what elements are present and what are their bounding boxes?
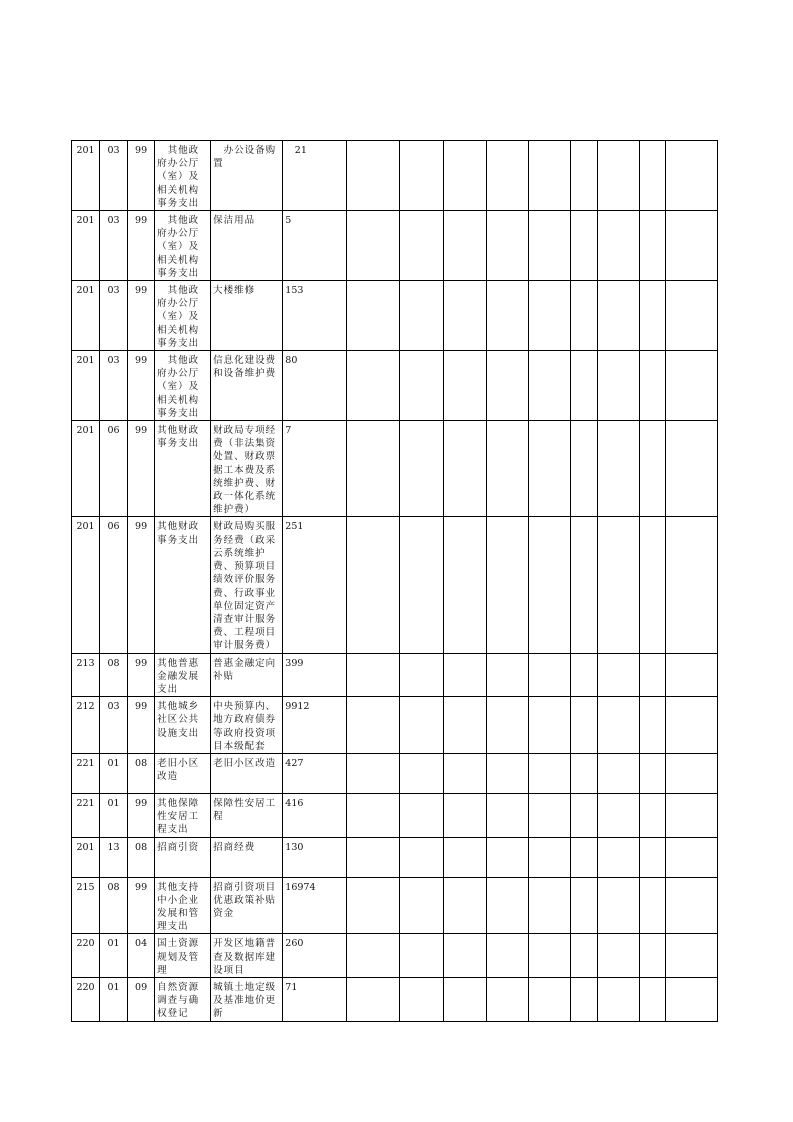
- empty-cell: [528, 697, 570, 754]
- empty-cell: [570, 697, 597, 754]
- class-code-cell: 201: [72, 141, 100, 211]
- item-code-cell: 08: [128, 837, 155, 877]
- empty-cell: [665, 351, 717, 421]
- class-code-cell: 213: [72, 653, 100, 697]
- empty-cell: [400, 837, 443, 877]
- table-row: [72, 653, 718, 697]
- amount-cell: 153: [283, 281, 347, 351]
- subject-cell: 招商引资: [155, 837, 211, 877]
- empty-cell: [400, 934, 443, 978]
- empty-cell: [639, 934, 665, 978]
- empty-cell: [528, 793, 570, 837]
- empty-cell: [665, 697, 717, 754]
- empty-cell: [597, 977, 639, 1021]
- class-code-cell: 201: [72, 211, 100, 281]
- empty-cell: [486, 837, 528, 877]
- subject-cell: 自然资源调查与确权登记: [155, 977, 211, 1021]
- empty-cell: [347, 211, 400, 281]
- empty-cell: [665, 281, 717, 351]
- budget-table: [71, 140, 718, 1022]
- empty-cell: [528, 837, 570, 877]
- empty-cell: [639, 211, 665, 281]
- kind-code-cell: 03: [100, 697, 128, 754]
- empty-cell: [443, 877, 486, 934]
- empty-cell: [597, 837, 639, 877]
- empty-cell: [665, 793, 717, 837]
- empty-cell: [665, 877, 717, 934]
- empty-cell: [400, 877, 443, 934]
- amount-cell: 21: [283, 141, 347, 211]
- class-code-cell: 220: [72, 934, 100, 978]
- class-code-cell: 221: [72, 793, 100, 837]
- class-code-cell: 201: [72, 517, 100, 653]
- empty-cell: [528, 211, 570, 281]
- project-cell: 开发区地籍普查及数据库建设项目: [211, 934, 283, 978]
- empty-cell: [570, 653, 597, 697]
- empty-cell: [486, 211, 528, 281]
- project-cell: 老旧小区改造: [211, 753, 283, 793]
- empty-cell: [528, 517, 570, 653]
- empty-cell: [486, 697, 528, 754]
- table-row: [72, 877, 718, 934]
- subject-cell: 其他普惠金融发展支出: [155, 653, 211, 697]
- empty-cell: [400, 977, 443, 1021]
- empty-cell: [665, 421, 717, 517]
- item-code-cell: 99: [128, 351, 155, 421]
- amount-cell: 251: [283, 517, 347, 653]
- empty-cell: [570, 977, 597, 1021]
- empty-cell: [639, 281, 665, 351]
- empty-cell: [347, 793, 400, 837]
- amount-cell: 260: [283, 934, 347, 978]
- empty-cell: [597, 211, 639, 281]
- item-code-cell: 09: [128, 977, 155, 1021]
- subject-cell: 其他政府办公厅（室）及相关机构事务支出: [155, 351, 211, 421]
- empty-cell: [570, 351, 597, 421]
- empty-cell: [443, 697, 486, 754]
- empty-cell: [443, 753, 486, 793]
- amount-cell: 416: [283, 793, 347, 837]
- empty-cell: [639, 793, 665, 837]
- amount-cell: 7: [283, 421, 347, 517]
- empty-cell: [597, 753, 639, 793]
- item-code-cell: 99: [128, 421, 155, 517]
- empty-cell: [347, 141, 400, 211]
- empty-cell: [639, 877, 665, 934]
- empty-cell: [665, 141, 717, 211]
- item-code-cell: 99: [128, 697, 155, 754]
- empty-cell: [639, 351, 665, 421]
- kind-code-cell: 01: [100, 793, 128, 837]
- subject-cell: 国土资源规划及管理: [155, 934, 211, 978]
- empty-cell: [597, 281, 639, 351]
- empty-cell: [639, 421, 665, 517]
- class-code-cell: 220: [72, 977, 100, 1021]
- empty-cell: [528, 934, 570, 978]
- empty-cell: [570, 281, 597, 351]
- empty-cell: [665, 837, 717, 877]
- empty-cell: [486, 421, 528, 517]
- project-cell: 财政局购买服务经费（政采云系统维护费、预算项目绩效评价服务费、行政事业单位固定资产清查审计服务费、工程项目审计服务费）: [211, 517, 283, 653]
- kind-code-cell: 03: [100, 211, 128, 281]
- item-code-cell: 99: [128, 517, 155, 653]
- subject-cell: 其他城乡社区公共设施支出: [155, 697, 211, 754]
- empty-cell: [597, 517, 639, 653]
- class-code-cell: 212: [72, 697, 100, 754]
- class-code-cell: 215: [72, 877, 100, 934]
- kind-code-cell: 03: [100, 351, 128, 421]
- empty-cell: [443, 653, 486, 697]
- empty-cell: [486, 351, 528, 421]
- empty-cell: [486, 977, 528, 1021]
- kind-code-cell: 01: [100, 753, 128, 793]
- empty-cell: [486, 793, 528, 837]
- project-cell: 城镇土地定级及基准地价更新: [211, 977, 283, 1021]
- empty-cell: [486, 934, 528, 978]
- item-code-cell: 99: [128, 653, 155, 697]
- empty-cell: [400, 653, 443, 697]
- empty-cell: [486, 281, 528, 351]
- table-row: [72, 281, 718, 351]
- table-row: [72, 421, 718, 517]
- empty-cell: [400, 753, 443, 793]
- kind-code-cell: 08: [100, 877, 128, 934]
- empty-cell: [597, 697, 639, 754]
- amount-cell: 9912: [283, 697, 347, 754]
- amount-cell: 5: [283, 211, 347, 281]
- kind-code-cell: 06: [100, 421, 128, 517]
- project-cell: 保洁用品: [211, 211, 283, 281]
- subject-cell: 其他支持中小企业发展和管理支出: [155, 877, 211, 934]
- empty-cell: [639, 837, 665, 877]
- subject-cell: 其他保障性安居工程支出: [155, 793, 211, 837]
- amount-cell: 71: [283, 977, 347, 1021]
- empty-cell: [570, 141, 597, 211]
- empty-cell: [528, 141, 570, 211]
- empty-cell: [528, 753, 570, 793]
- empty-cell: [528, 977, 570, 1021]
- empty-cell: [443, 793, 486, 837]
- empty-cell: [570, 837, 597, 877]
- item-code-cell: 99: [128, 141, 155, 211]
- item-code-cell: 99: [128, 877, 155, 934]
- table-row: [72, 141, 718, 211]
- class-code-cell: 201: [72, 837, 100, 877]
- item-code-cell: 04: [128, 934, 155, 978]
- empty-cell: [400, 517, 443, 653]
- empty-cell: [597, 934, 639, 978]
- project-cell: 招商引资项目优惠政策补贴资金: [211, 877, 283, 934]
- amount-cell: 399: [283, 653, 347, 697]
- empty-cell: [443, 351, 486, 421]
- empty-cell: [443, 517, 486, 653]
- empty-cell: [528, 877, 570, 934]
- empty-cell: [443, 141, 486, 211]
- empty-cell: [400, 793, 443, 837]
- empty-cell: [400, 351, 443, 421]
- kind-code-cell: 06: [100, 517, 128, 653]
- table-row: [72, 793, 718, 837]
- empty-cell: [347, 421, 400, 517]
- project-cell: 中央预算内、地方政府债券等政府投资项目本级配套: [211, 697, 283, 754]
- kind-code-cell: 03: [100, 281, 128, 351]
- empty-cell: [665, 977, 717, 1021]
- project-cell: 招商经费: [211, 837, 283, 877]
- kind-code-cell: 03: [100, 141, 128, 211]
- amount-cell: 130: [283, 837, 347, 877]
- empty-cell: [400, 421, 443, 517]
- table-row: [72, 934, 718, 978]
- subject-cell: 其他政府办公厅（室）及相关机构事务支出: [155, 141, 211, 211]
- class-code-cell: 201: [72, 281, 100, 351]
- empty-cell: [570, 753, 597, 793]
- amount-cell: 80: [283, 351, 347, 421]
- class-code-cell: 221: [72, 753, 100, 793]
- empty-cell: [347, 837, 400, 877]
- table-row: [72, 517, 718, 653]
- empty-cell: [528, 281, 570, 351]
- table-row: [72, 837, 718, 877]
- empty-cell: [570, 211, 597, 281]
- empty-cell: [597, 421, 639, 517]
- empty-cell: [443, 281, 486, 351]
- empty-cell: [570, 421, 597, 517]
- empty-cell: [443, 977, 486, 1021]
- empty-cell: [665, 517, 717, 653]
- empty-cell: [570, 793, 597, 837]
- empty-cell: [665, 211, 717, 281]
- project-cell: 保障性安居工程: [211, 793, 283, 837]
- empty-cell: [665, 753, 717, 793]
- empty-cell: [347, 653, 400, 697]
- empty-cell: [570, 877, 597, 934]
- empty-cell: [347, 697, 400, 754]
- empty-cell: [639, 977, 665, 1021]
- empty-cell: [570, 934, 597, 978]
- empty-cell: [570, 517, 597, 653]
- kind-code-cell: 13: [100, 837, 128, 877]
- empty-cell: [528, 653, 570, 697]
- empty-cell: [528, 421, 570, 517]
- project-cell: 办公设备购置: [211, 141, 283, 211]
- item-code-cell: 99: [128, 281, 155, 351]
- empty-cell: [639, 517, 665, 653]
- class-code-cell: 201: [72, 421, 100, 517]
- empty-cell: [443, 934, 486, 978]
- empty-cell: [639, 141, 665, 211]
- kind-code-cell: 01: [100, 977, 128, 1021]
- budget-table-body: [72, 141, 718, 1022]
- subject-cell: 其他财政事务支出: [155, 517, 211, 653]
- empty-cell: [486, 653, 528, 697]
- empty-cell: [347, 877, 400, 934]
- empty-cell: [400, 141, 443, 211]
- empty-cell: [486, 517, 528, 653]
- table-row: [72, 697, 718, 754]
- amount-cell: 427: [283, 753, 347, 793]
- empty-cell: [347, 934, 400, 978]
- kind-code-cell: 01: [100, 934, 128, 978]
- empty-cell: [443, 421, 486, 517]
- empty-cell: [400, 281, 443, 351]
- kind-code-cell: 08: [100, 653, 128, 697]
- empty-cell: [347, 517, 400, 653]
- empty-cell: [639, 653, 665, 697]
- empty-cell: [639, 697, 665, 754]
- empty-cell: [443, 837, 486, 877]
- empty-cell: [665, 653, 717, 697]
- empty-cell: [597, 141, 639, 211]
- table-row: [72, 211, 718, 281]
- item-code-cell: 99: [128, 793, 155, 837]
- table-row: [72, 753, 718, 793]
- project-cell: 财政局专项经费（非法集资处置、财政票据工本费及系统维护费、财政一体化系统维护费）: [211, 421, 283, 517]
- subject-cell: 其他财政事务支出: [155, 421, 211, 517]
- table-row: [72, 351, 718, 421]
- empty-cell: [347, 351, 400, 421]
- empty-cell: [597, 877, 639, 934]
- empty-cell: [486, 877, 528, 934]
- empty-cell: [639, 753, 665, 793]
- empty-cell: [347, 753, 400, 793]
- empty-cell: [597, 793, 639, 837]
- empty-cell: [347, 281, 400, 351]
- table-row: [72, 977, 718, 1021]
- empty-cell: [400, 697, 443, 754]
- class-code-cell: 201: [72, 351, 100, 421]
- empty-cell: [486, 141, 528, 211]
- project-cell: 大楼维修: [211, 281, 283, 351]
- item-code-cell: 99: [128, 211, 155, 281]
- amount-cell: 16974: [283, 877, 347, 934]
- project-cell: 信息化建设费和设备维护费: [211, 351, 283, 421]
- project-cell: 普惠金融定向补贴: [211, 653, 283, 697]
- empty-cell: [347, 977, 400, 1021]
- empty-cell: [443, 211, 486, 281]
- subject-cell: 其他政府办公厅（室）及相关机构事务支出: [155, 211, 211, 281]
- empty-cell: [665, 934, 717, 978]
- subject-cell: 其他政府办公厅（室）及相关机构事务支出: [155, 281, 211, 351]
- empty-cell: [597, 653, 639, 697]
- empty-cell: [400, 211, 443, 281]
- item-code-cell: 08: [128, 753, 155, 793]
- empty-cell: [486, 753, 528, 793]
- empty-cell: [528, 351, 570, 421]
- subject-cell: 老旧小区改造: [155, 753, 211, 793]
- empty-cell: [597, 351, 639, 421]
